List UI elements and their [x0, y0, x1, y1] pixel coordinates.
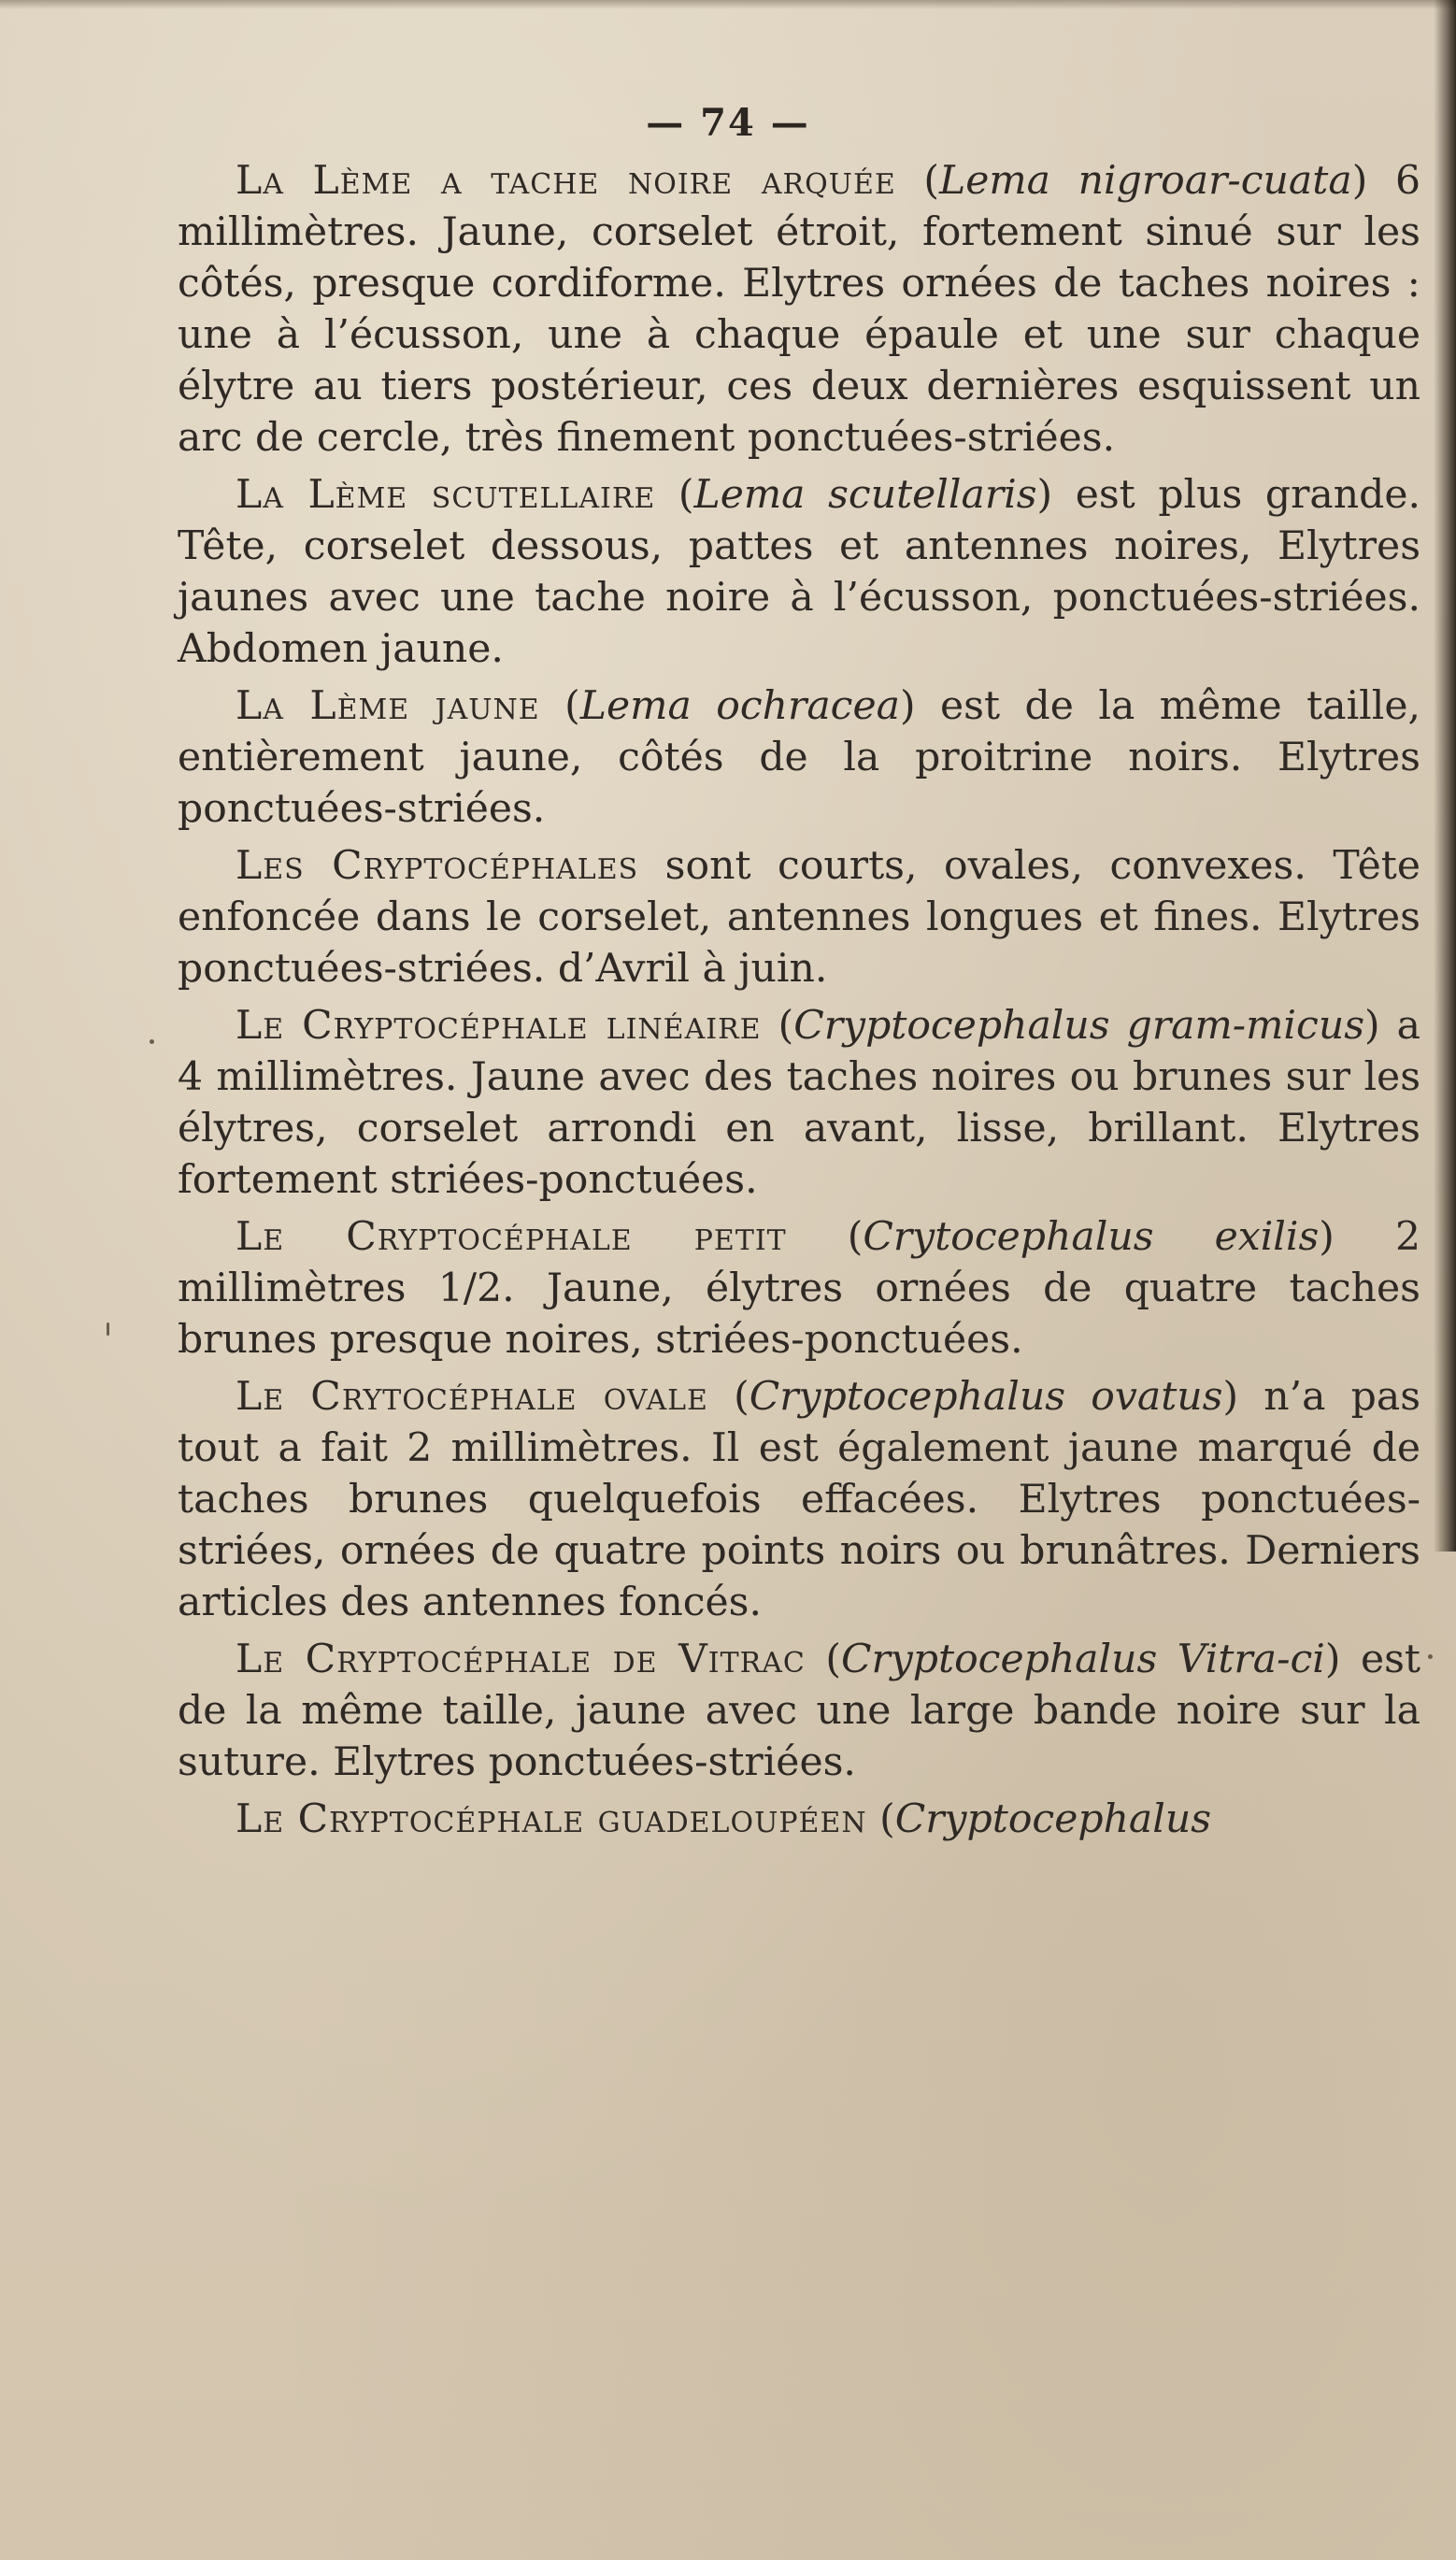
- species-description: a 4 millimètres. Jaune avec des taches noires ou brunes sur les élytres, corselet arrondi en avant, lisse, brillant. Elytres fortement striées-ponctuées.: [178, 1003, 1420, 1203]
- species-latin-name: Cryptocephalus ovatus: [749, 1374, 1223, 1420]
- species-common-name: Le Cryptocéphale petit: [236, 1214, 787, 1260]
- species-common-name: La Lème a tache noire arquée: [236, 158, 896, 204]
- paragraph-cryptocephales: [178, 840, 1420, 994]
- paragraph-lema-ochracea: La Lème jaune (Lema ochracea) est de la même taille, entièrement jaune, côtés de la proitrine noirs. Elytres ponctuées-striées.: [178, 683, 1421, 832]
- species-common-name: La Lème scutellaire: [236, 472, 656, 518]
- species-common-name: Le Cryptocéphale de Vitrac: [236, 1637, 806, 1682]
- paragraph-cryptocephalus-grammicus: Le Cryptocéphale linéaire (Cryptocephalus gram-micus) a 4 millimètres. Jaune avec des taches noires ou brunes sur les élytres, corselet arrondi en avant, lisse, brillant. Elytres fortement striées-ponctuées.: [178, 1003, 1420, 1203]
- print-speck: [1428, 1654, 1433, 1659]
- species-latin-name: Lema scutellaris: [693, 472, 1037, 518]
- species-description: n’a pas tout a fait 2 millimètres. Il est également jaune marqué de taches brunes quelquefois effacées. Elytres ponctuées-striées, ornées de quatre points noirs ou brunâtres. Derniers articles des antennes foncés.: [178, 1374, 1420, 1625]
- species-latin-name: Crytocephalus exilis: [863, 1214, 1320, 1260]
- species-common-name: Le Cryptocéphale guadeloupéen: [236, 1796, 867, 1842]
- species-common-name: Le Cryptocéphale linéaire: [236, 1003, 762, 1049]
- species-common-name: Le Crytocéphale ovale: [236, 1374, 708, 1420]
- paragraph-cryptocephalus-exilis: Le Cryptocéphale petit (Crytocephalus exilis) 2 millimètres 1/2. Jaune, élytres ornées de quatre taches brunes presque noires, striées-ponctuées.: [178, 1214, 1420, 1363]
- print-speck: [107, 1323, 109, 1336]
- page-number: — 74 —: [646, 101, 810, 145]
- species-latin-name: Cryptocephalus gram-micus: [793, 1003, 1365, 1049]
- paragraph-cryptocephalus-vitraci: Le Cryptocéphale de Vitrac (Cryptocephalus Vitra-ci) est de la même taille, jaune avec une large bande noire sur la suture. Elytres ponctuées-striées.: [178, 1637, 1420, 1785]
- page-binding-shadow: [1434, 0, 1456, 1552]
- species-common-name: La Lème jaune: [236, 683, 540, 729]
- print-speck: [150, 1039, 154, 1044]
- species-description: 6 millimètres. Jaune, corselet étroit, fortement sinué sur les côtés, presque cordiforme. Elytres ornées de taches noires : une à l’écusson, une à chaque épaule et une sur chaque élytre au tiers postérieur, ces deux dernières esquissent un arc de cercle, très finement ponctuées-striées.: [178, 158, 1420, 461]
- species-latin-name: Lema nigroar-cuata: [939, 158, 1352, 204]
- genus-description: sont courts, ovales, convexes. Tête enfoncée dans le corselet, antennes longues et fines. Elytres ponctuées-striées. d’Avril à juin.: [178, 843, 1420, 992]
- genus-name: Les Cryptocéphales: [236, 843, 639, 889]
- species-latin-name: Cryptocephalus: [894, 1796, 1212, 1842]
- paragraph-lema-scutellaris: La Lème scutellaire (Lema scutellaris) est plus grande. Tête, corselet dessous, pattes et antennes noires, Elytres jaunes avec une tache noire à l’écusson, ponctuées-striées. Abdomen jaune.: [178, 472, 1420, 672]
- species-description: est de la même taille, entièrement jaune, côtés de la proitrine noirs. Elytres ponctuées-striées.: [178, 683, 1421, 832]
- species-description: 2 millimètres 1/2. Jaune, élytres ornées de quatre taches brunes presque noires, striées-ponctuées.: [178, 1214, 1420, 1363]
- species-latin-name: Lema ochracea: [579, 683, 900, 729]
- page-body: [178, 155, 1420, 1851]
- paragraph-cryptocephalus-ovatus: Le Crytocéphale ovale (Cryptocephalus ovatus) n’a pas tout a fait 2 millimètres. Il est également jaune marqué de taches brunes quelquefois effacées. Elytres ponctuées-striées, ornées de quatre points noirs ou brunâtres. Derniers articles des antennes foncés.: [178, 1374, 1420, 1625]
- species-latin-name: Cryptocephalus Vitra-ci: [840, 1637, 1325, 1682]
- species-description: est plus grande. Tête, corselet dessous, pattes et antennes noires, Elytres jaunes avec une tache noire à l’écusson, ponctuées-striées. Abdomen jaune.: [178, 472, 1420, 672]
- species-description: est de la même taille, jaune avec une large bande noire sur la suture. Elytres ponctuées-striées.: [178, 1637, 1420, 1785]
- paragraph-lema-nigroarcuata: La Lème a tache noire arquée (Lema nigroar-cuata) 6 millimètres. Jaune, corselet étroit, fortement sinué sur les côtés, presque cordiforme. Elytres ornées de taches noires : une à l’écusson, une à chaque épaule et une sur chaque élytre au tiers postérieur, ces deux dernières esquissent un arc de cercle, très finement ponctuées-striées.: [178, 158, 1420, 461]
- page-top-shadow: [0, 0, 1456, 9]
- paragraph-cryptocephalus-guadeloupeen: Le Cryptocéphale guadeloupéen (Cryptocephalus: [236, 1796, 1212, 1842]
